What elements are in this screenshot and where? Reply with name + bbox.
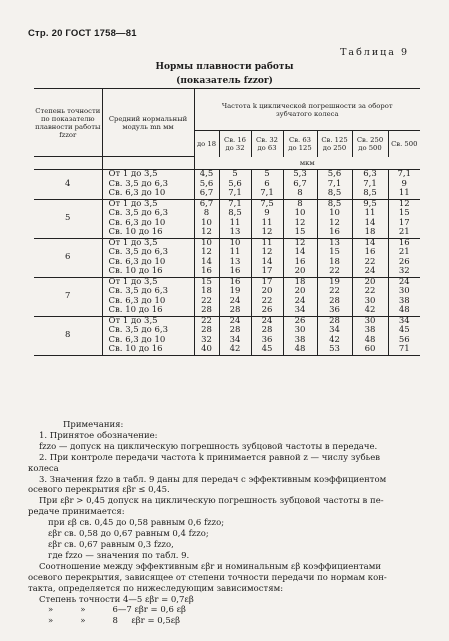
tolerance-value: 20 (364, 276, 376, 287)
module-range: От 1 до 3,5 (108, 169, 158, 179)
tolerance-value: 8 (203, 208, 210, 218)
module-range: От 1 до 3,5 (108, 315, 158, 326)
tolerance-value: 11 (261, 217, 273, 228)
tolerance-value: 7,1 (260, 188, 274, 198)
tolerance-value: 19 (229, 286, 241, 296)
notes-block (28, 420, 423, 627)
table-row (34, 316, 420, 355)
value-cell (352, 277, 388, 316)
value-cell (194, 238, 219, 277)
tolerance-value: 34 (229, 334, 241, 345)
value-cell (251, 277, 283, 316)
tolerance-value: 14 (364, 237, 376, 248)
tolerance-value: 12 (261, 227, 273, 237)
value-cell (219, 170, 251, 200)
tolerance-value: 22 (329, 286, 340, 296)
unit-label: мкм (194, 157, 420, 170)
tolerance-value: 9 (264, 208, 270, 218)
degree-cell: 7 (34, 277, 102, 316)
tolerance-value: 45 (398, 325, 410, 335)
tolerance-value: 42 (329, 334, 340, 345)
tolerance-value: 18 (294, 276, 306, 287)
note-1-def: fzzo — допуск на циклическую погрешность зубцовой частоты в передаче. (39, 441, 378, 452)
value-cell (219, 316, 251, 355)
tolerance-value: 7,1 (327, 178, 342, 189)
module-cell (102, 277, 194, 316)
notes-heading: Примечания: (63, 420, 124, 430)
tolerance-value: 32 (201, 334, 212, 345)
tolerance-value: 10 (294, 208, 306, 218)
tolerance-value: 22 (201, 315, 212, 326)
value-cell (352, 199, 388, 238)
tolerance-value: 10 (229, 237, 241, 248)
tolerance-value: 38 (294, 334, 306, 345)
value-cell (388, 199, 420, 238)
dependency-1: Степень точности 4—5 εβr = 0,7εβ (39, 594, 194, 605)
tolerance-value: 38 (398, 295, 410, 306)
tolerance-value: 48 (364, 334, 376, 345)
table-row (34, 277, 420, 316)
tolerance-value: 26 (294, 315, 306, 326)
dependency-2: » » 6—7 εβr = 0,6 εβ (48, 605, 186, 616)
tolerance-value: 53 (329, 344, 340, 354)
value-cell (219, 277, 251, 316)
value-cell (194, 199, 219, 238)
tolerance-value: 11 (398, 188, 410, 198)
value-cell (317, 170, 352, 200)
col-header-frequency: Частота k циклической погрешности за оборот зубчатого колеса (194, 89, 420, 131)
tolerance-value: 22 (364, 256, 376, 267)
tolerance-value: 16 (398, 237, 410, 248)
module-range: Св. 10 до 16 (108, 227, 163, 237)
module-range: Св. 10 до 16 (108, 305, 163, 315)
tolerance-value: 11 (229, 247, 241, 257)
module-range: Св. 10 до 16 (108, 344, 163, 354)
value-cell (283, 170, 317, 200)
freq-range: Св. 16 до 32 (219, 131, 251, 157)
tolerance-value: 7,5 (260, 198, 274, 209)
degree-cell: 8 (34, 316, 102, 355)
tolerance-value: 38 (364, 325, 376, 335)
tolerance-value: 17 (261, 266, 273, 276)
value-cell (219, 199, 251, 238)
value-cell (352, 170, 388, 200)
tolerance-value: 7,1 (397, 169, 412, 179)
value-cell (283, 316, 317, 355)
tolerance-value: 34 (294, 305, 306, 315)
tolerance-value: 8 (297, 198, 303, 209)
tolerance-value: 16 (201, 266, 212, 276)
tolerance-value: 71 (398, 344, 410, 354)
table-row (34, 170, 420, 200)
tolerance-value: 24 (364, 266, 376, 276)
tolerance-value: 22 (261, 295, 273, 306)
table-subtitle: (показатель fzzor) (176, 76, 273, 86)
freq-range: Св. 125 до 250 (317, 131, 352, 157)
tolerance-value: 26 (398, 256, 410, 267)
module-range: Св. 6,3 до 10 (108, 334, 166, 345)
tolerance-value: 16 (329, 227, 340, 237)
tolerance-value: 6,7 (199, 198, 214, 209)
table-label: Таблица 9 (340, 47, 409, 58)
tolerance-value: 30 (364, 295, 376, 306)
tolerance-value: 7,1 (363, 178, 377, 189)
tolerance-value: 16 (364, 247, 376, 257)
tolerance-value: 13 (229, 256, 241, 267)
tolerance-value: 8 (297, 188, 303, 198)
tolerance-value: 36 (261, 334, 273, 345)
module-range: Св. 3,5 до 6,3 (108, 247, 168, 257)
value-cell (317, 238, 352, 277)
value-cell (317, 316, 352, 355)
tolerance-value: 22 (364, 286, 376, 296)
tolerance-value: 11 (229, 217, 241, 228)
tolerance-value: 60 (364, 344, 376, 354)
tolerance-value: 48 (398, 305, 410, 315)
tolerance-value: 6 (264, 178, 270, 189)
dependency-3: » » 8 εβr = 0,5εβ (48, 616, 181, 627)
table-row (34, 238, 420, 277)
tolerance-value: 26 (261, 305, 273, 315)
tolerance-value: 15 (329, 247, 340, 257)
note-2-cont: колеса (28, 463, 59, 474)
module-range: Св. 3,5 до 6,3 (108, 286, 168, 296)
tolerance-value: 21 (398, 227, 410, 237)
condition-2: εβr св. 0,58 до 0,67 равным 0,4 fzzo; (48, 529, 209, 540)
tolerance-value: 22 (201, 295, 212, 306)
tolerance-value: 10 (201, 237, 212, 248)
tolerance-value: 7,1 (228, 188, 242, 198)
tolerance-value: 28 (201, 325, 212, 335)
module-range: Св. 3,5 до 6,3 (108, 178, 168, 189)
tolerance-value: 7,1 (228, 198, 242, 209)
degree-cell: 4 (34, 170, 102, 200)
value-cell (388, 316, 420, 355)
tolerance-value: 28 (229, 305, 241, 315)
value-cell (388, 238, 420, 277)
value-cell (388, 170, 420, 200)
value-cell (251, 170, 283, 200)
tolerance-value: 8,5 (228, 208, 242, 218)
note-4-cont: редаче принимается: (28, 507, 125, 518)
module-range: Св. 3,5 до 6,3 (108, 325, 168, 335)
tolerance-value: 48 (294, 344, 306, 354)
tolerance-value: 20 (261, 286, 273, 296)
tolerance-value: 8,5 (327, 198, 342, 209)
tolerance-value: 24 (398, 276, 410, 287)
note-4: При εβr > 0,45 допуск на циклическую погрешность зубцовой частоты в пе- (39, 496, 384, 507)
tolerance-value: 32 (398, 266, 410, 276)
value-cell (352, 316, 388, 355)
tolerance-value: 42 (229, 344, 241, 354)
tolerance-value: 19 (329, 276, 340, 287)
value-cell (251, 238, 283, 277)
tolerance-value: 28 (329, 295, 340, 306)
tolerance-value: 5 (232, 169, 238, 179)
tolerance-value: 12 (294, 217, 306, 228)
tolerance-value: 45 (261, 344, 273, 354)
tolerance-value: 5,6 (228, 178, 242, 189)
norms-table (34, 88, 420, 356)
tolerance-value: 30 (398, 286, 410, 296)
tolerance-value: 24 (229, 315, 241, 326)
tolerance-value: 4,5 (199, 169, 214, 179)
note-1: 1. Принятое обозначение: (39, 430, 158, 441)
tolerance-value: 16 (229, 266, 241, 276)
tolerance-value: 9 (401, 178, 407, 189)
tolerance-value: 24 (261, 315, 273, 326)
value-cell (251, 199, 283, 238)
value-cell (194, 277, 219, 316)
tolerance-value: 12 (201, 227, 212, 237)
tolerance-value: 22 (329, 266, 340, 276)
tolerance-value: 11 (364, 208, 376, 218)
tolerance-value: 12 (329, 217, 340, 228)
tolerance-value: 34 (329, 325, 340, 335)
value-cell (317, 277, 352, 316)
tolerance-value: 5,6 (199, 178, 214, 189)
module-range: От 1 до 3,5 (108, 198, 158, 209)
tolerance-value: 6,3 (363, 169, 377, 179)
module-range: От 1 до 3,5 (108, 237, 158, 248)
value-cell (283, 238, 317, 277)
tolerance-value: 12 (294, 237, 306, 248)
tolerance-value: 17 (261, 276, 273, 287)
note-2: 2. При контроле передачи частота k принимается равной z — числу зубьев (39, 452, 381, 463)
tolerance-value: 16 (229, 276, 241, 287)
tolerance-value: 13 (329, 237, 340, 248)
tolerance-value: 8,5 (363, 188, 377, 198)
tolerance-value: 18 (201, 286, 212, 296)
condition-1: при εβ св. 0,45 до 0,58 равным 0,6 fzzo; (48, 518, 225, 529)
value-cell (283, 199, 317, 238)
note-5-cont2: такта, определяется по нижеследующим зависимостям: (28, 583, 284, 594)
tolerance-value: 6,7 (199, 188, 214, 198)
module-range: Св. 6,3 до 10 (108, 256, 166, 267)
module-cell (102, 170, 194, 200)
tolerance-value: 28 (201, 305, 212, 315)
freq-range: Св. 32 до 63 (251, 131, 283, 157)
tolerance-value: 28 (329, 315, 340, 326)
tolerance-value: 5,6 (327, 169, 342, 179)
tolerance-value: 40 (201, 344, 212, 354)
value-cell (283, 277, 317, 316)
col-header-degree: Степень точности по показателю плавности работы fzzor (34, 89, 102, 157)
value-cell (194, 170, 219, 200)
module-cell (102, 199, 194, 238)
tolerance-value: 20 (294, 286, 306, 296)
tolerance-value: 30 (294, 325, 306, 335)
tolerance-value: 9,5 (363, 198, 377, 209)
module-range: Св. 6,3 до 10 (108, 217, 166, 228)
tolerance-value: 10 (201, 217, 212, 228)
freq-range: Св. 250 до 500 (352, 131, 388, 157)
tolerance-value: 24 (294, 295, 306, 306)
page-header: Стр. 20 ГОСТ 1758—81 (28, 28, 137, 39)
tolerance-value: 56 (398, 334, 410, 345)
tolerance-value: 34 (398, 315, 410, 326)
degree-cell: 5 (34, 199, 102, 238)
condition-3: εβr св. 0,67 равным 0,3 fzzo, (48, 539, 174, 550)
tolerance-value: 18 (329, 256, 340, 267)
note-3: 3. Значения fzzo в табл. 9 даны для передач с эффективным коэффициентом (39, 474, 387, 485)
value-cell (219, 238, 251, 277)
module-range: Св. 10 до 16 (108, 266, 163, 276)
note-5-cont: осевого перекрытия, зависящее от степени точности передачи по нормам кон- (28, 572, 387, 583)
tolerance-value: 14 (201, 256, 212, 267)
tolerance-value: 5,3 (293, 169, 307, 179)
tolerance-value: 17 (398, 217, 410, 228)
table-title: Нормы плавности работы (155, 62, 294, 72)
tolerance-value: 30 (364, 315, 376, 326)
value-cell (194, 316, 219, 355)
tolerance-value: 21 (398, 247, 410, 257)
tolerance-value: 24 (229, 295, 241, 306)
module-cell (102, 238, 194, 277)
tolerance-value: 36 (329, 305, 340, 315)
module-range: Св. 6,3 до 10 (108, 188, 166, 198)
module-range: Св. 6,3 до 10 (108, 295, 166, 306)
module-cell (102, 316, 194, 355)
tolerance-value: 28 (229, 325, 241, 335)
degree-cell: 6 (34, 238, 102, 277)
condition-4: где fzzo — значения по табл. 9. (48, 550, 190, 561)
freq-range: Св. 63 до 125 (283, 131, 317, 157)
value-cell (388, 277, 420, 316)
tolerance-value: 18 (364, 227, 376, 237)
tolerance-value: 14 (364, 217, 376, 228)
tolerance-value: 13 (229, 227, 241, 237)
tolerance-value: 6,7 (293, 178, 307, 189)
note-3-cont: осевого перекрытия εβr ≤ 0,45. (28, 485, 170, 496)
tolerance-value: 15 (294, 227, 306, 237)
tolerance-value: 5 (264, 169, 270, 179)
module-range: Св. 3,5 до 6,3 (108, 208, 168, 218)
value-cell (251, 316, 283, 355)
tolerance-value: 8,5 (327, 188, 342, 198)
freq-range: до 18 (194, 131, 219, 157)
tolerance-value: 10 (329, 208, 340, 218)
tolerance-value: 15 (201, 276, 212, 287)
tolerance-value: 14 (294, 247, 306, 257)
tolerance-value: 28 (261, 325, 273, 335)
tolerance-value: 14 (261, 256, 273, 267)
note-5: Соотношение между эффективным εβr и номинальным εβ коэффициентами (39, 561, 381, 572)
tolerance-value: 12 (398, 198, 410, 209)
tolerance-value: 11 (261, 237, 273, 248)
table-row (34, 199, 420, 238)
tolerance-value: 15 (398, 208, 410, 218)
tolerance-value: 20 (294, 266, 306, 276)
tolerance-value: 42 (364, 305, 376, 315)
tolerance-value: 12 (261, 247, 273, 257)
value-cell (317, 199, 352, 238)
freq-range: Св. 500 (391, 139, 418, 148)
tolerance-value: 12 (201, 247, 212, 257)
value-cell (352, 238, 388, 277)
col-header-module: Средний нормальный модуль mn мм (102, 89, 194, 157)
module-range: От 1 до 3,5 (108, 276, 158, 287)
tolerance-value: 16 (294, 256, 306, 267)
